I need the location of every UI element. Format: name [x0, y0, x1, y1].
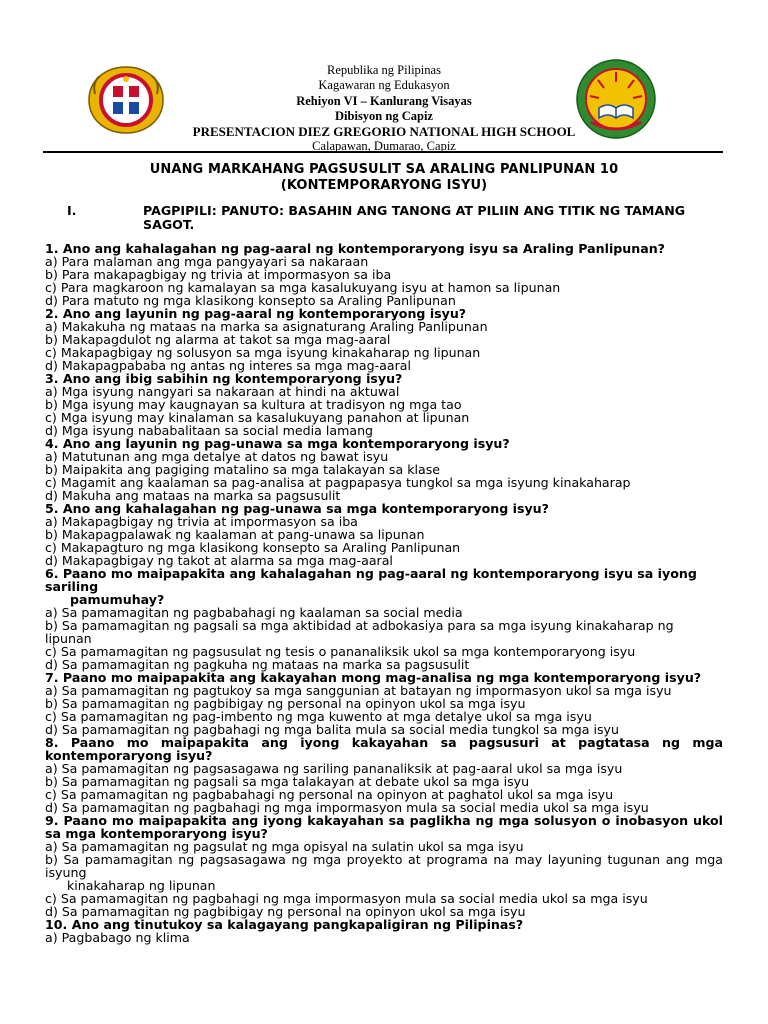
exam-title-line2: (KONTEMPORARYONG ISYU) [280, 177, 488, 193]
division-line: Dibisyon ng Capiz [335, 108, 433, 123]
question-6-continuation: pamumuhay? [70, 592, 165, 607]
question-5: 5. Ano ang kahalagahan ng pag-unawa sa mga kontemporaryong isyu? [45, 501, 549, 516]
choice: b) Maipakita ang pagiging matalino sa mga talakayan sa klase [45, 462, 441, 477]
question-2: 2. Ano ang layunin ng pag-aaral ng kontemporaryong isyu? [45, 306, 467, 321]
section-number: I. [67, 203, 77, 218]
question-9: 9. Paano mo maipapakita ang iyong kakayahan sa paglikha ng mga solusyon o inobasyon ukol sa mga kontemporaryong isyu? [45, 813, 723, 841]
exam-title [0, 162, 768, 193]
choice: a) Sa pamamagitan ng pagbabahagi ng kaalaman sa social media [45, 605, 463, 620]
choice: d) Mga isyung nababalitaan sa social media lamang [45, 423, 374, 438]
choice: b) Sa pamamagitan ng pagsasagawa ng mga proyekto at programa na may layuning tugunan ang mga isyung [45, 852, 723, 880]
choice: d) Makapagbigay ng takot at alarma sa mga mag-aaral [45, 553, 393, 568]
instruction-line1: PAGPIPILI: PANUTO: BASAHIN ANG TANONG AT PILIIN ANG TITIK NG TAMANG [143, 203, 686, 218]
school-seal-icon [573, 58, 659, 140]
question-list [45, 242, 723, 944]
choice: a) Pagbabago ng klima [45, 930, 190, 945]
department-line: Kagawaran ng Edukasyon [318, 78, 450, 93]
exam-title-line1: UNANG MARKAHANG PAGSUSULIT SA ARALING PANLIPUNAN 10 [149, 162, 619, 177]
choice: b) Sa pamamagitan ng pagsali sa mga aktibidad at adbokasiya para sa mga isyung kinakaharap ng lipunan [45, 618, 674, 646]
choice: a) Makakuha ng mataas na marka sa asignaturang Araling Panlipunan [45, 319, 488, 334]
choice: a) Sa pamamagitan ng pagtukoy sa mga sanggunian at batayan ng impormasyon ukol sa mga isyu [45, 683, 672, 698]
choice: a) Mga isyung nangyari sa nakaraan at hindi na aktuwal [45, 384, 400, 399]
choice: c) Sa pamamagitan ng pagbabahagi ng personal na opinyon at paghatol ukol sa mga isyu [45, 787, 614, 802]
choice: d) Sa pamamagitan ng pagbahagi ng mga balita mula sa social media tungkol sa mga isyu [45, 722, 619, 737]
question-6: 6. Paano mo maipapakita ang kahalagahan ng pag-aaral ng kontemporaryong isyu sa iyong sariling [45, 566, 697, 594]
question-1: 1. Ano ang kahalagahan ng pag-aaral ng kontemporaryong isyu sa Araling Panlipunan? [45, 241, 665, 256]
choice: a) Para malaman ang mga pangyayari sa nakaraan [45, 254, 369, 269]
choice: a) Matutunan ang mga detalye at datos ng bawat isyu [45, 449, 389, 464]
choice: b) Makapagdulot ng alarma at takot sa mga mag-aaral [45, 332, 391, 347]
choice: a) Makapagbigay ng trivia at impormasyon sa iba [45, 514, 358, 529]
choice: d) Para matuto ng mga klasikong konsepto sa Araling Panlipunan [45, 293, 456, 308]
question-3: 3. Ano ang ibig sabihin ng kontemporaryong isyu? [45, 371, 403, 386]
choice: c) Sa pamamagitan ng pagbahagi ng mga impormasyon mula sa social media ukol sa mga isyu [45, 891, 648, 906]
choice: d) Makuha ang mataas na marka sa pagsusulit [45, 488, 341, 503]
question-10: 10. Ano ang tinutukoy sa kalagayang pangkapaligiran ng Pilipinas? [45, 917, 524, 932]
choice: c) Mga isyung may kinalaman sa kasalukuyang panahon at lipunan [45, 410, 470, 425]
school-name: PRESENTACION DIEZ GREGORIO NATIONAL HIGH SCHOOL [192, 124, 576, 140]
instruction-line2: SAGOT. [143, 217, 195, 232]
choice: c) Para magkaroon ng kamalayan sa mga kasalukuyang isyu at hamon sa lipunan [45, 280, 561, 295]
choice-continuation: kinakaharap ng lipunan [67, 878, 216, 893]
choice: b) Para makapagbigay ng trivia at impormasyon sa iba [45, 267, 392, 282]
instruction [47, 204, 727, 232]
choice: b) Sa pamamagitan ng pagsali sa mga talakayan at debate ukol sa mga isyu [45, 774, 530, 789]
region-line: Rehiyon VI – Kanlurang Visayas [296, 93, 472, 108]
choice: b) Sa pamamagitan ng pagbibigay ng personal na opinyon ukol sa mga isyu [45, 696, 526, 711]
choice: c) Makapagbigay ng solusyon sa mga isyung kinakaharap ng lipunan [45, 345, 481, 360]
school-address: Calapawan, Dumarao, Capiz [312, 139, 456, 154]
choice: c) Magamit ang kaalaman sa pag-analisa at pagpapasya tungkol sa mga isyung kinakaharap [45, 475, 631, 490]
question-4: 4. Ano ang layunin ng pag-unawa sa mga kontemporaryong isyu? [45, 436, 510, 451]
choice: d) Sa pamamagitan ng pagkuha ng mataas na marka sa pagsusulit [45, 657, 470, 672]
republic-line: Republika ng Pilipinas [327, 63, 441, 77]
choice: d) Makapagpababa ng antas ng interes sa mga mag-aaral [45, 358, 411, 373]
header-divider [43, 151, 723, 153]
choice: d) Sa pamamagitan ng pagbahagi ng mga impormasyon mula sa social media ukol sa mga isyu [45, 800, 649, 815]
choice: c) Sa pamamagitan ng pagsusulat ng tesis o pananaliksik ukol sa mga kontemporaryong isyu [45, 644, 636, 659]
choice: b) Makapagpalawak ng kaalaman at pang-unawa sa lipunan [45, 527, 425, 542]
choice: a) Sa pamamagitan ng pagsulat ng mga opisyal na sulatin ukol sa mga isyu [45, 839, 524, 854]
choice: c) Sa pamamagitan ng pag-imbento ng mga kuwento at mga detalye ukol sa mga isyu [45, 709, 592, 724]
question-7: 7. Paano mo maipapakita ang kakayahan mong mag-analisa ng mga kontemporaryong isyu? [45, 670, 702, 685]
choice: c) Makapagturo ng mga klasikong konsepto sa Araling Panlipunan [45, 540, 461, 555]
choice: d) Sa pamamagitan ng pagbibigay ng personal na opinyon ukol sa mga isyu [45, 904, 526, 919]
letterhead [0, 58, 768, 158]
question-8: 8. Paano mo maipapakita ang iyong kakayahan sa pagsusuri at pagtatasa ng mga kontemporaryong isyu? [45, 735, 723, 763]
choice: a) Sa pamamagitan ng pagsasagawa ng sariling pananaliksik at pag-aaral ukol sa mga isyu [45, 761, 623, 776]
choice: b) Mga isyung may kaugnayan sa kultura at tradisyon ng mga tao [45, 397, 462, 412]
